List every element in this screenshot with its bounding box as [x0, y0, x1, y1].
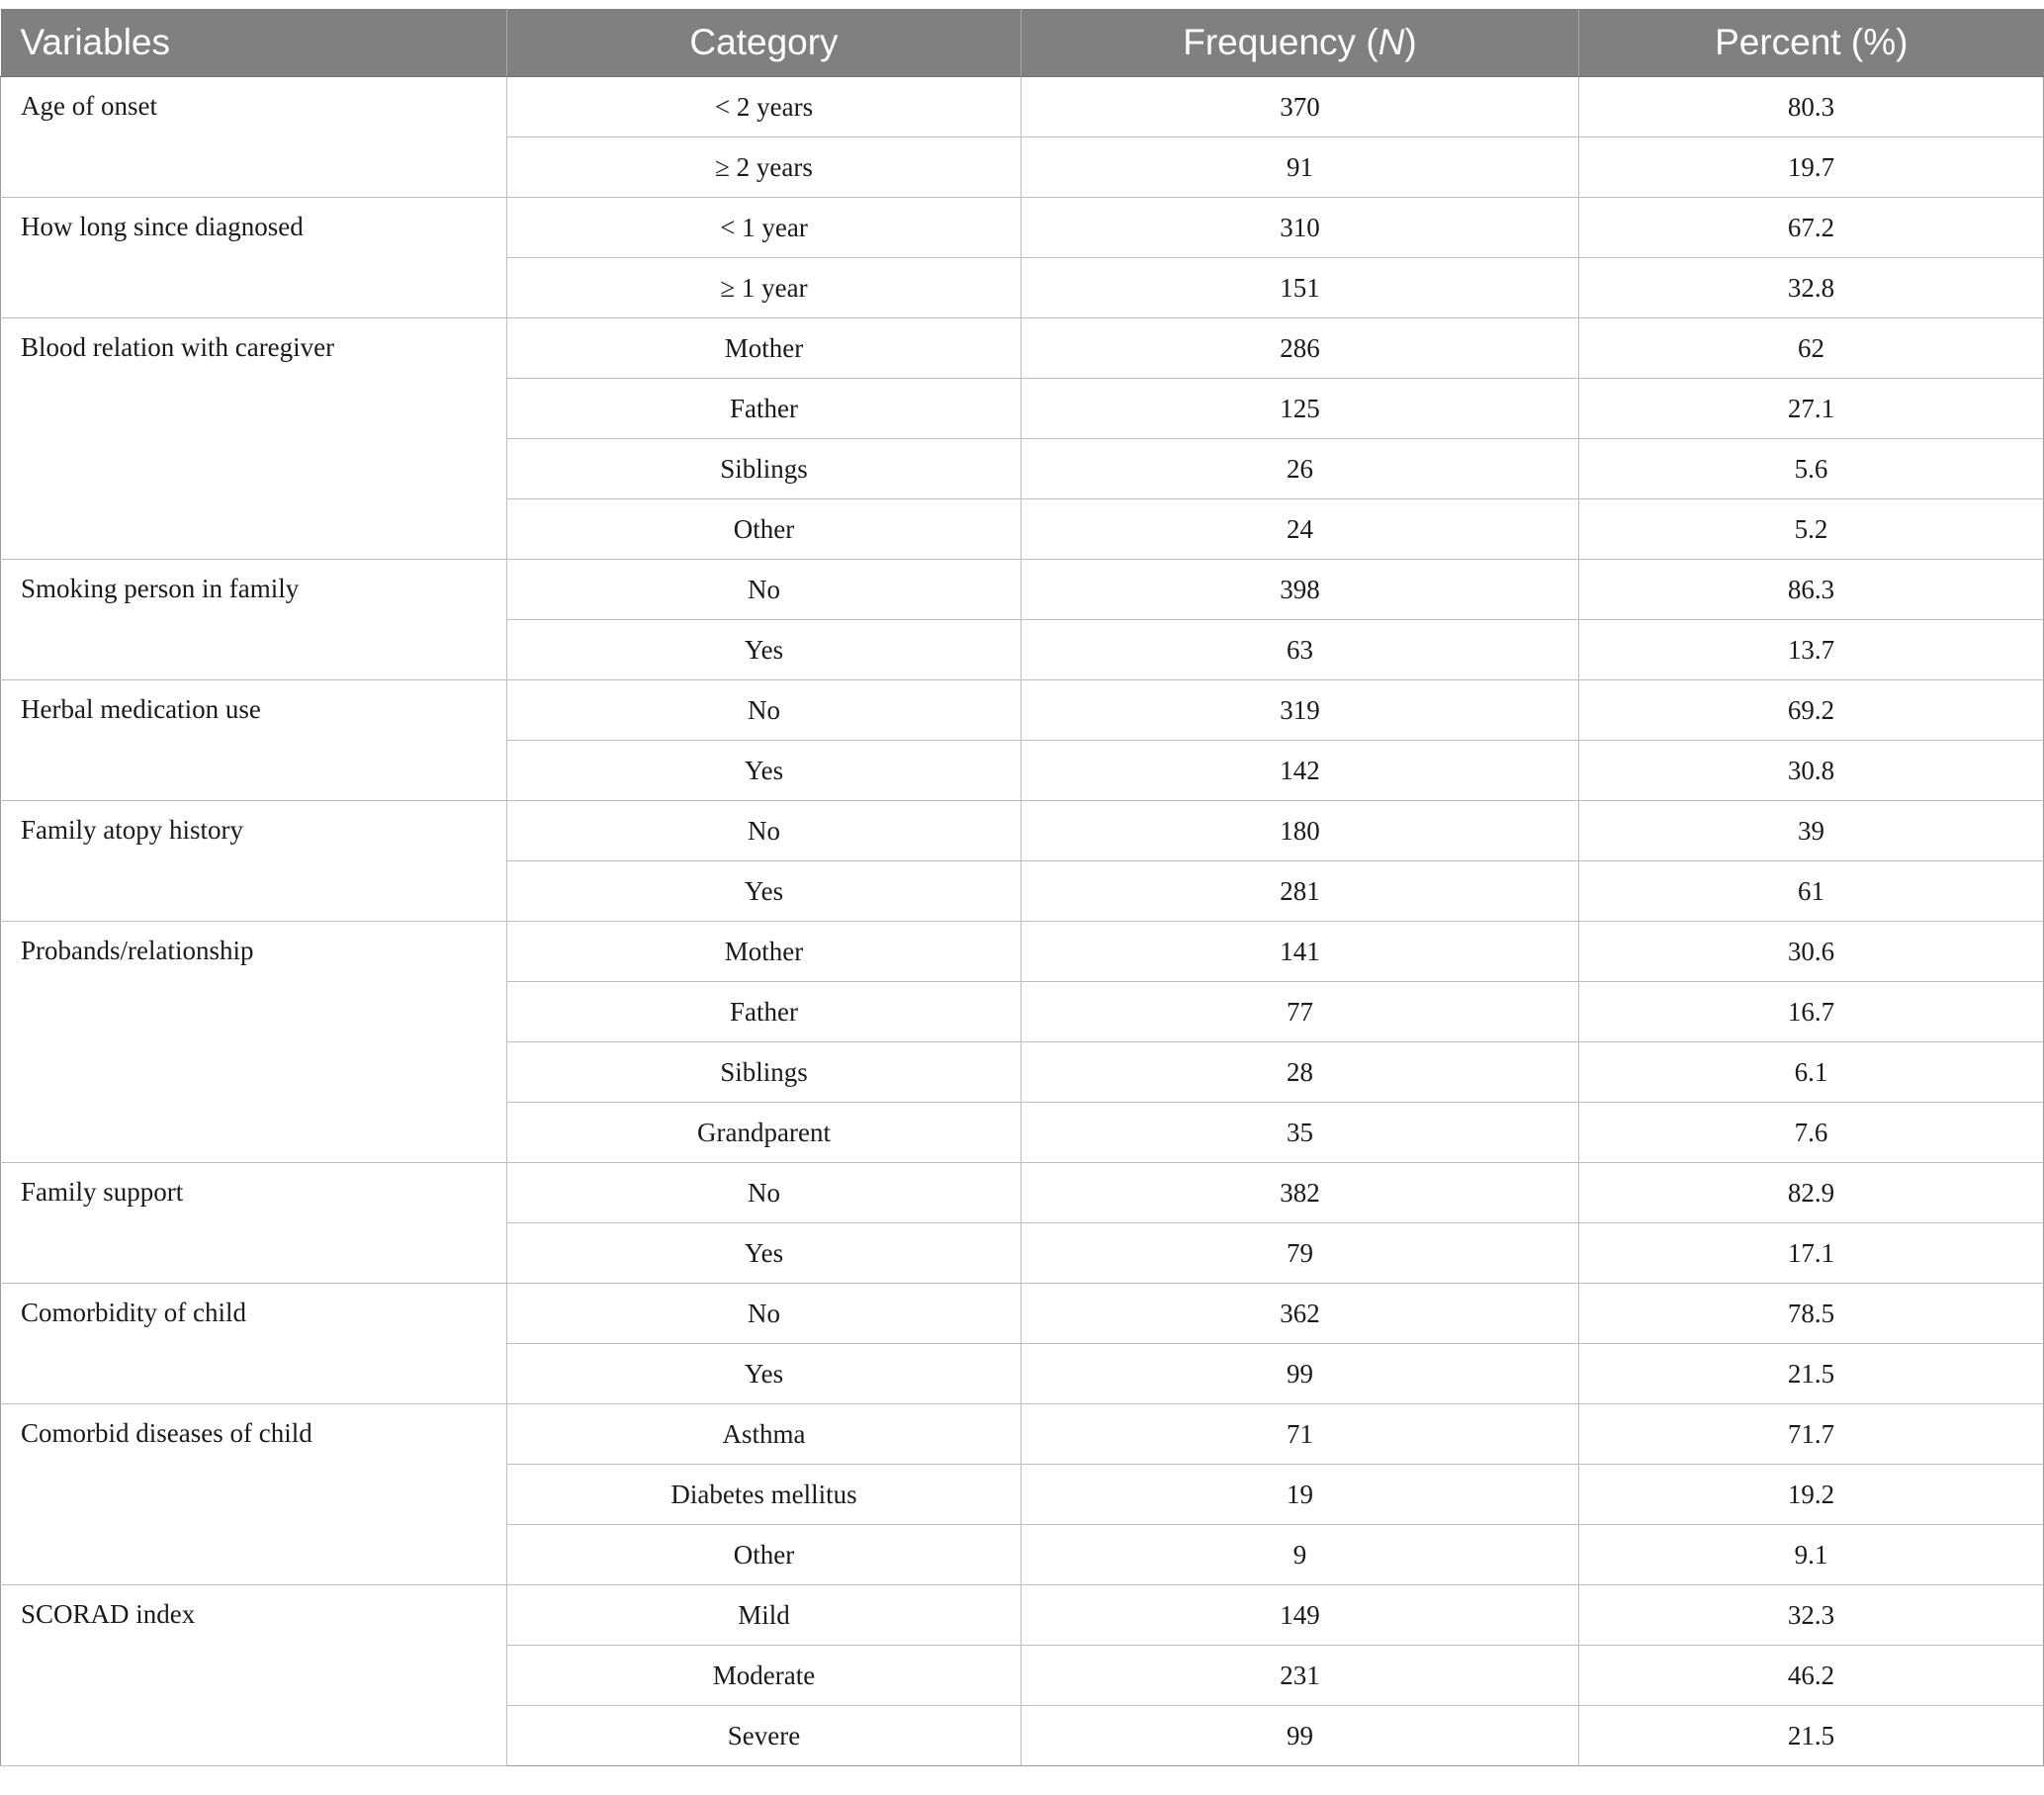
category-cell: Grandparent: [507, 1103, 1022, 1163]
frequency-cell: 91: [1022, 137, 1579, 198]
frequency-cell: 24: [1022, 499, 1579, 560]
table-row: [1, 77, 2044, 137]
percent-cell: 7.6: [1579, 1103, 2044, 1163]
variable-cell: Family support: [1, 1163, 507, 1284]
category-cell: Yes: [507, 861, 1022, 922]
header-frequency-n: N: [1377, 22, 1405, 62]
percent-cell: 19.2: [1579, 1465, 2044, 1525]
table-row: [1, 680, 2044, 741]
frequency-cell: 99: [1022, 1706, 1579, 1766]
category-cell: Mother: [507, 318, 1022, 379]
category-cell: No: [507, 680, 1022, 741]
category-cell: Asthma: [507, 1404, 1022, 1465]
frequency-cell: 151: [1022, 258, 1579, 318]
variable-cell: Comorbidity of child: [1, 1284, 507, 1404]
table-row: [1, 1585, 2044, 1646]
percent-cell: 69.2: [1579, 680, 2044, 741]
variable-cell: SCORAD index: [1, 1585, 507, 1766]
percent-cell: 82.9: [1579, 1163, 2044, 1223]
percent-cell: 32.3: [1579, 1585, 2044, 1646]
category-cell: No: [507, 1163, 1022, 1223]
category-cell: Siblings: [507, 439, 1022, 499]
table-row: [1, 198, 2044, 258]
variable-cell: Family atopy history: [1, 801, 507, 922]
variable-cell: Probands/relationship: [1, 922, 507, 1163]
percent-cell: 17.1: [1579, 1223, 2044, 1284]
frequency-cell: 99: [1022, 1344, 1579, 1404]
category-cell: ≥ 1 year: [507, 258, 1022, 318]
frequency-cell: 149: [1022, 1585, 1579, 1646]
category-cell: No: [507, 560, 1022, 620]
category-cell: Siblings: [507, 1042, 1022, 1103]
category-cell: Severe: [507, 1706, 1022, 1766]
table-row: [1, 1284, 2044, 1344]
variable-cell: Comorbid diseases of child: [1, 1404, 507, 1585]
category-cell: Mother: [507, 922, 1022, 982]
frequency-cell: 63: [1022, 620, 1579, 680]
table-row: [1, 318, 2044, 379]
frequency-cell: 9: [1022, 1525, 1579, 1585]
category-cell: Father: [507, 982, 1022, 1042]
frequency-cell: 79: [1022, 1223, 1579, 1284]
percent-cell: 30.6: [1579, 922, 2044, 982]
table-row: [1, 1163, 2044, 1223]
header-frequency-prefix: Frequency (: [1183, 22, 1378, 62]
percent-cell: 13.7: [1579, 620, 2044, 680]
percent-cell: 6.1: [1579, 1042, 2044, 1103]
header-variables: Variables: [1, 9, 507, 77]
variable-cell: How long since diagnosed: [1, 198, 507, 318]
table-body: [1, 77, 2044, 1766]
frequency-cell: 281: [1022, 861, 1579, 922]
percent-cell: 16.7: [1579, 982, 2044, 1042]
frequency-cell: 19: [1022, 1465, 1579, 1525]
percent-cell: 80.3: [1579, 77, 2044, 137]
category-cell: Mild: [507, 1585, 1022, 1646]
frequency-cell: 35: [1022, 1103, 1579, 1163]
frequency-cell: 319: [1022, 680, 1579, 741]
header-frequency: [1022, 9, 1579, 77]
header-row: [1, 9, 2044, 77]
characteristics-table: [0, 9, 2044, 1766]
frequency-cell: 77: [1022, 982, 1579, 1042]
percent-cell: 67.2: [1579, 198, 2044, 258]
frequency-cell: 398: [1022, 560, 1579, 620]
header-frequency-suffix: ): [1404, 22, 1417, 62]
category-cell: Other: [507, 1525, 1022, 1585]
header-category: Category: [507, 9, 1022, 77]
category-cell: Moderate: [507, 1646, 1022, 1706]
variable-cell: Age of onset: [1, 77, 507, 198]
variable-cell: Smoking person in family: [1, 560, 507, 680]
category-cell: < 1 year: [507, 198, 1022, 258]
percent-cell: 39: [1579, 801, 2044, 861]
variable-cell: Herbal medication use: [1, 680, 507, 801]
category-cell: Yes: [507, 741, 1022, 801]
percent-cell: 71.7: [1579, 1404, 2044, 1465]
percent-cell: 86.3: [1579, 560, 2044, 620]
table-header: [1, 9, 2044, 77]
frequency-cell: 28: [1022, 1042, 1579, 1103]
frequency-cell: 286: [1022, 318, 1579, 379]
percent-cell: 61: [1579, 861, 2044, 922]
data-table-container: [0, 9, 2043, 1766]
frequency-cell: 370: [1022, 77, 1579, 137]
category-cell: < 2 years: [507, 77, 1022, 137]
frequency-cell: 26: [1022, 439, 1579, 499]
percent-cell: 32.8: [1579, 258, 2044, 318]
frequency-cell: 382: [1022, 1163, 1579, 1223]
category-cell: Diabetes mellitus: [507, 1465, 1022, 1525]
percent-cell: 21.5: [1579, 1706, 2044, 1766]
variable-cell: Blood relation with caregiver: [1, 318, 507, 560]
category-cell: Father: [507, 379, 1022, 439]
category-cell: Yes: [507, 620, 1022, 680]
percent-cell: 62: [1579, 318, 2044, 379]
table-row: [1, 560, 2044, 620]
frequency-cell: 71: [1022, 1404, 1579, 1465]
category-cell: Yes: [507, 1344, 1022, 1404]
frequency-cell: 180: [1022, 801, 1579, 861]
category-cell: No: [507, 1284, 1022, 1344]
percent-cell: 9.1: [1579, 1525, 2044, 1585]
percent-cell: 21.5: [1579, 1344, 2044, 1404]
percent-cell: 5.2: [1579, 499, 2044, 560]
frequency-cell: 142: [1022, 741, 1579, 801]
frequency-cell: 362: [1022, 1284, 1579, 1344]
category-cell: No: [507, 801, 1022, 861]
percent-cell: 27.1: [1579, 379, 2044, 439]
category-cell: Yes: [507, 1223, 1022, 1284]
percent-cell: 30.8: [1579, 741, 2044, 801]
table-row: [1, 1404, 2044, 1465]
percent-cell: 5.6: [1579, 439, 2044, 499]
percent-cell: 78.5: [1579, 1284, 2044, 1344]
frequency-cell: 310: [1022, 198, 1579, 258]
table-row: [1, 922, 2044, 982]
header-percent: Percent (%): [1579, 9, 2044, 77]
category-cell: Other: [507, 499, 1022, 560]
percent-cell: 46.2: [1579, 1646, 2044, 1706]
frequency-cell: 125: [1022, 379, 1579, 439]
table-row: [1, 801, 2044, 861]
frequency-cell: 231: [1022, 1646, 1579, 1706]
percent-cell: 19.7: [1579, 137, 2044, 198]
category-cell: ≥ 2 years: [507, 137, 1022, 198]
frequency-cell: 141: [1022, 922, 1579, 982]
